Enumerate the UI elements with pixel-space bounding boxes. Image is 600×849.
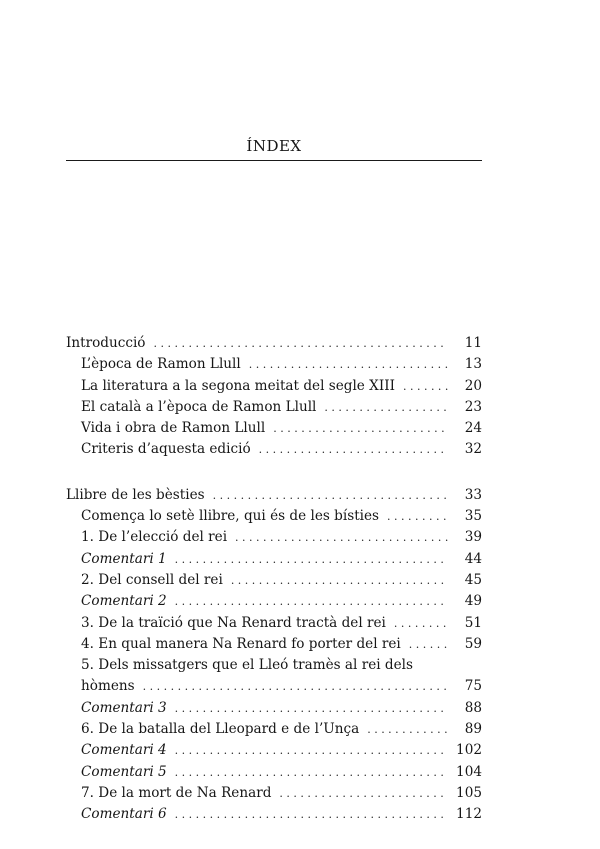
toc-entry-title: La literatura a la segona meitat del segle XIII [81,377,395,394]
leader-dots [231,570,448,591]
toc-entry-title: Comentari 6 [81,806,167,823]
toc-page-number: 20 [464,377,482,394]
toc-entry-title: 2. Del consell del rei [81,571,223,588]
section-gap [66,461,482,485]
toc-entry-title: Comentari 3 [81,699,167,716]
toc-section [66,485,482,826]
leader-dots [175,740,448,761]
toc-entry-title: 1. De l’elecció del rei [81,529,228,546]
toc-entry-line [81,655,482,676]
toc-page-number: 23 [464,398,482,415]
leader-dots [235,527,448,548]
toc-entry-title: El català a l’època de Ramon Llull [81,398,317,415]
leader-dots [279,783,448,804]
toc-entry [66,740,482,761]
toc-entry [66,570,482,591]
leader-dots [175,591,448,612]
table-of-contents [66,333,482,826]
toc-entry [66,783,482,804]
toc-entry-title-continued: hòmens [81,678,135,695]
toc-entry [66,376,482,397]
toc-entry-title: Comentari 2 [81,593,167,610]
toc-page-number: 44 [464,550,482,567]
toc-entry-title: Comentari 1 [81,550,167,567]
toc-entry-title: 6. De la batalla del Lleopard e de l’Unça [81,721,360,738]
toc-page-number: 35 [464,508,482,525]
toc-page-number: 105 [456,784,482,801]
toc-entry [66,354,482,375]
toc-entry [66,804,482,825]
toc-page-number: 88 [464,699,482,716]
toc-page-number: 51 [464,614,482,631]
toc-entry [66,591,482,612]
toc-entry [66,655,482,698]
toc-page-number: 24 [464,420,482,437]
toc-entry [66,527,482,548]
leader-dots [175,549,448,570]
toc-entry [66,397,482,418]
toc-entry [66,439,482,460]
title-divider [66,160,482,161]
leader-dots [259,439,448,460]
toc-page-number: 49 [464,593,482,610]
toc-page-number: 89 [464,721,482,738]
leader-dots [143,676,448,697]
leader-dots [175,698,448,719]
toc-page-number: 39 [464,529,482,546]
leader-dots [409,634,448,655]
toc-entry-title: L’època de Ramon Llull [81,356,241,373]
toc-entry-line [81,676,482,697]
toc-entry [66,333,482,354]
toc-entry-title: Criteris d’aquesta edició [81,441,251,458]
toc-entry [66,762,482,783]
page-title: ÍNDEX [246,137,302,155]
leader-dots [249,354,448,375]
toc-page-number: 102 [456,742,482,759]
leader-dots [367,719,448,740]
toc-entry [66,418,482,439]
leader-dots [394,613,448,634]
toc-entry-title: Comença lo setè llibre, qui és de les bísties [81,508,380,525]
toc-page-number: 112 [456,806,482,823]
toc-page-number: 75 [464,678,482,695]
leader-dots [403,376,448,397]
toc-page-number: 32 [464,441,482,458]
toc-entry-title: 4. En qual manera Na Renard fo porter del rei [81,635,401,652]
leader-dots [324,397,448,418]
toc-entry [66,719,482,740]
toc-entry [66,549,482,570]
toc-entry-title: 5. Dels missatgers que el Lleó tramès al rei dels [81,657,413,674]
toc-entry [66,634,482,655]
toc-entry [66,485,482,506]
toc-page-number: 13 [464,356,482,373]
leader-dots [154,333,449,354]
toc-entry [66,506,482,527]
toc-page-number: 33 [464,486,482,503]
toc-entry-title: Comentari 5 [81,763,167,780]
toc-page-number: 59 [464,635,482,652]
toc-entry-title: Introducció [66,335,146,351]
toc-page-number: 104 [456,763,482,780]
toc-entry-title: 3. De la traïció que Na Renard tractà del rei [81,614,386,631]
toc-page-number: 45 [464,571,482,588]
leader-dots [273,418,448,439]
toc-entry-title: Llibre de les bèsties [66,486,205,503]
toc-section [66,333,482,461]
toc-entry-title: Comentari 4 [81,742,167,759]
toc-entry [66,613,482,634]
leader-dots [213,485,448,506]
leader-dots [387,506,448,527]
toc-page-number: 11 [464,335,482,351]
toc-entry-title: Vida i obra de Ramon Llull [81,420,266,437]
leader-dots [175,804,448,825]
leader-dots [175,762,448,783]
toc-entry [66,698,482,719]
toc-entry-title: 7. De la mort de Na Renard [81,784,272,801]
